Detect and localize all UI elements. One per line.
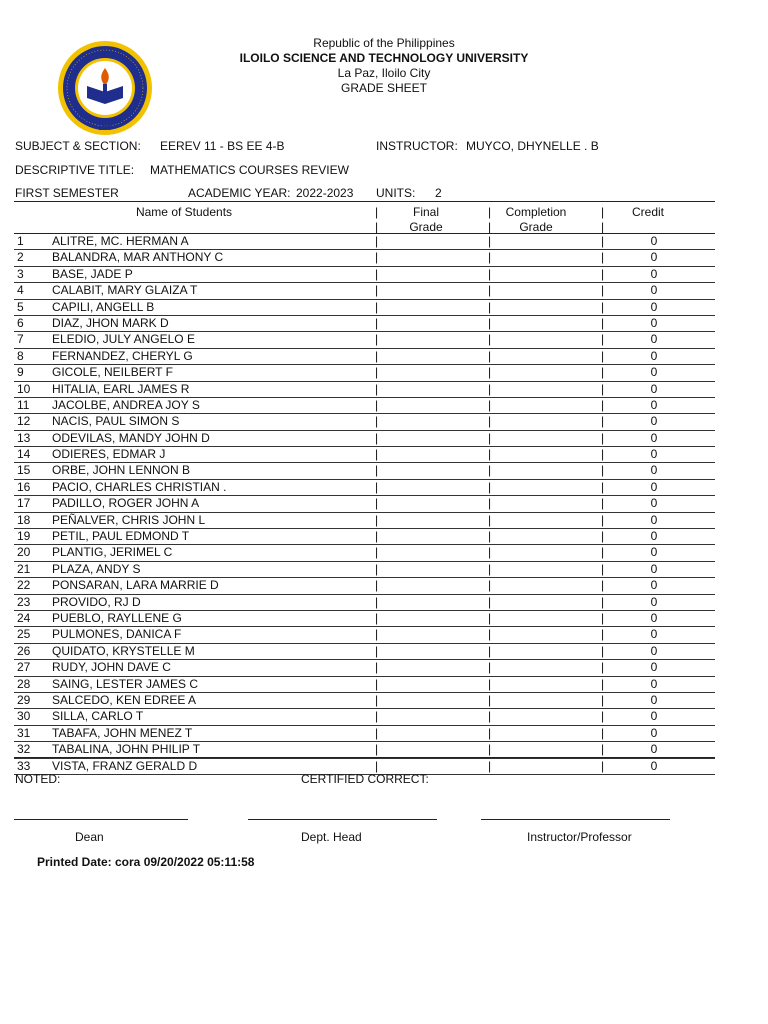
academic-year-value: 2022-2023 (296, 186, 354, 200)
column-separator: | (488, 479, 492, 494)
column-separator: | (601, 479, 605, 494)
student-name: BASE, JADE P (52, 266, 133, 281)
column-separator: | (488, 709, 492, 724)
column-separator: | (601, 397, 605, 412)
column-separator: | (601, 430, 605, 445)
credit-value: 0 (650, 643, 658, 658)
column-separator: | (601, 381, 605, 396)
column-separator: | (375, 578, 379, 593)
descriptive-title-value: MATHEMATICS COURSES REVIEW (150, 163, 349, 177)
table-row (14, 316, 715, 332)
student-number: 7 (17, 332, 24, 347)
student-name: QUIDATO, KRYSTELLE M (52, 643, 195, 658)
column-separator: | (488, 725, 492, 740)
student-name: ODIERES, EDMAR J (52, 447, 166, 462)
column-separator: | (601, 283, 605, 298)
student-number: 22 (17, 578, 31, 593)
column-separator: | (601, 545, 605, 560)
credit-value: 0 (650, 332, 658, 347)
student-number: 28 (17, 676, 31, 691)
table-row (14, 726, 715, 742)
table-row (14, 382, 715, 398)
student-number: 32 (17, 742, 31, 757)
table-row (14, 234, 715, 250)
column-separator: | (488, 660, 492, 675)
student-number: 14 (17, 447, 31, 462)
republic-line: Republic of the Philippines (313, 36, 455, 50)
column-separator: | (601, 512, 605, 527)
table-row (14, 529, 715, 545)
column-separator: | (488, 758, 492, 773)
column-separator: | (375, 266, 379, 281)
credit-value: 0 (650, 758, 658, 773)
column-separator: | (488, 676, 492, 691)
table-row (14, 431, 715, 447)
column-separator: | (488, 627, 492, 642)
student-name: CALABIT, MARY GLAIZA T (52, 283, 198, 298)
credit-value: 0 (650, 725, 658, 740)
student-number: 31 (17, 725, 31, 740)
student-name: SAING, LESTER JAMES C (52, 676, 199, 691)
column-separator: | (601, 463, 605, 478)
student-number: 9 (17, 365, 24, 380)
column-separator: | (488, 266, 492, 281)
column-separator: | (375, 430, 379, 445)
column-separator: | (601, 315, 605, 330)
credit-value: 0 (650, 709, 658, 724)
table-top-rule (14, 201, 715, 202)
student-number: 10 (17, 381, 31, 396)
column-separator: | (488, 283, 492, 298)
academic-year-label: ACADEMIC YEAR: (188, 186, 291, 200)
student-name: SALCEDO, KEN EDREE A (52, 692, 197, 707)
student-number: 12 (17, 414, 31, 429)
column-separator: | (488, 561, 492, 576)
credit-value: 0 (650, 578, 658, 593)
credit-value: 0 (650, 447, 658, 462)
column-separator: | (488, 610, 492, 625)
column-separator: | (375, 758, 379, 773)
credit-value: 0 (650, 365, 658, 380)
table-row (14, 578, 715, 594)
student-name: ORBE, JOHN LENNON B (52, 463, 191, 478)
table-row (14, 447, 715, 463)
units-label: UNITS: (376, 186, 416, 200)
table-row (14, 644, 715, 660)
svg-text:1905: 1905 (98, 126, 112, 132)
column-separator: | (601, 529, 605, 544)
column-separator: | (488, 512, 492, 527)
table-row (14, 349, 715, 365)
student-name: PEÑALVER, CHRIS JOHN L (52, 512, 206, 527)
column-separator: | (375, 676, 379, 691)
column-completion-header-line1: Completion (505, 205, 567, 219)
credit-value: 0 (650, 348, 658, 363)
student-name: PROVIDO, RJ D (52, 594, 141, 609)
student-name: PLANTIG, JERIMEL C (52, 545, 173, 560)
column-separator: | (375, 512, 379, 527)
noted-label: NOTED: (15, 772, 61, 786)
table-row (14, 660, 715, 676)
column-separator: | (601, 709, 605, 724)
column-separator: | (601, 299, 605, 314)
column-separator: | (488, 692, 492, 707)
column-separator: | (601, 742, 605, 757)
student-name: TABAFA, JOHN MENEZ T (52, 725, 193, 740)
dean-signature-line (14, 819, 188, 820)
column-separator: | (488, 742, 492, 757)
credit-value: 0 (650, 676, 658, 691)
credit-value: 0 (650, 479, 658, 494)
student-name: VISTA, FRANZ GERALD D (52, 758, 198, 773)
table-row (14, 332, 715, 348)
student-number: 6 (17, 315, 24, 330)
table-row (14, 709, 715, 725)
column-separator: | (375, 610, 379, 625)
column-separator: | (375, 479, 379, 494)
column-separator: | (375, 283, 379, 298)
table-row (14, 611, 715, 627)
column-separator: | (601, 643, 605, 658)
student-number: 11 (17, 397, 30, 412)
column-separator: | (601, 561, 605, 576)
column-separator: | (488, 430, 492, 445)
column-separator: | (375, 381, 379, 396)
credit-value: 0 (650, 512, 658, 527)
column-separator: | (375, 220, 379, 234)
column-separator: | (488, 220, 492, 234)
student-number: 13 (17, 430, 31, 445)
column-separator: | (601, 725, 605, 740)
printed-date: Printed Date: cora 09/20/2022 05:11:58 (37, 855, 255, 869)
dept-head-label: Dept. Head (301, 830, 362, 844)
table-row (14, 300, 715, 316)
student-number: 4 (17, 283, 24, 298)
dept-head-signature-line (248, 819, 437, 820)
column-separator: | (375, 447, 379, 462)
column-separator: | (488, 234, 492, 248)
column-separator: | (488, 365, 492, 380)
student-name: FERNANDEZ, CHERYL G (52, 348, 193, 363)
student-name: ODEVILAS, MANDY JOHN D (52, 430, 210, 445)
table-row (14, 480, 715, 496)
student-name: SILLA, CARLO T (52, 709, 144, 724)
column-separator: | (488, 250, 492, 265)
column-separator: | (488, 332, 492, 347)
credit-value: 0 (650, 397, 658, 412)
student-number: 15 (17, 463, 31, 478)
credit-value: 0 (650, 742, 658, 757)
column-separator: | (375, 529, 379, 544)
column-separator: | (375, 250, 379, 265)
student-name: HITALIA, EARL JAMES R (52, 381, 190, 396)
credit-value: 0 (650, 545, 658, 560)
student-number: 20 (17, 545, 31, 560)
column-separator: | (601, 627, 605, 642)
table-row (14, 267, 715, 283)
document-title: GRADE SHEET (340, 81, 427, 95)
column-separator: | (375, 627, 379, 642)
column-separator: | (601, 676, 605, 691)
instructor-value: MUYCO, DHYNELLE . B (466, 139, 599, 153)
student-name: PUEBLO, RAYLLENE G (52, 610, 182, 625)
semester: FIRST SEMESTER (15, 186, 119, 200)
student-name: PADILLO, ROGER JOHN A (52, 496, 200, 511)
column-separator: | (488, 447, 492, 462)
table-row (14, 595, 715, 611)
column-separator: | (601, 348, 605, 363)
credit-value: 0 (650, 381, 658, 396)
column-final-grade-header-line1: Final (412, 205, 439, 219)
column-separator: | (375, 332, 379, 347)
credit-value: 0 (650, 660, 658, 675)
table-row (14, 562, 715, 578)
table-row (14, 545, 715, 561)
column-separator: | (601, 496, 605, 511)
column-separator: | (488, 463, 492, 478)
university-name: ILOILO SCIENCE AND TECHNOLOGY UNIVERSITY (239, 51, 529, 65)
credit-value: 0 (650, 529, 658, 544)
descriptive-title-label: DESCRIPTIVE TITLE: (15, 163, 135, 177)
student-number: 33 (17, 758, 31, 773)
table-row (14, 414, 715, 430)
subject-label: SUBJECT & SECTION: (15, 139, 141, 153)
student-number: 16 (17, 479, 31, 494)
column-separator: | (601, 332, 605, 347)
units-value: 2 (435, 186, 442, 200)
column-separator: | (375, 545, 379, 560)
student-number: 19 (17, 529, 31, 544)
table-row (14, 627, 715, 643)
column-separator: | (601, 234, 605, 248)
student-number: 27 (17, 660, 31, 675)
column-separator: | (375, 709, 379, 724)
column-separator: | (601, 447, 605, 462)
credit-value: 0 (650, 594, 658, 609)
column-separator: | (375, 594, 379, 609)
credit-value: 0 (650, 496, 658, 511)
column-separator: | (488, 315, 492, 330)
credit-value: 0 (650, 414, 658, 429)
column-separator: | (375, 660, 379, 675)
student-name: GICOLE, NEILBERT F (52, 365, 173, 380)
table-row (14, 398, 715, 414)
student-name: PACIO, CHARLES CHRISTIAN . (52, 479, 227, 494)
column-separator: | (488, 414, 492, 429)
student-number: 18 (17, 512, 31, 527)
column-separator: | (375, 234, 379, 248)
column-separator: | (601, 594, 605, 609)
column-separator: | (375, 561, 379, 576)
credit-value: 0 (650, 234, 658, 248)
column-separator: | (375, 348, 379, 363)
student-name: JACOLBE, ANDREA JOY S (52, 397, 200, 412)
university-location: La Paz, Iloilo City (337, 66, 431, 80)
credit-value: 0 (650, 610, 658, 625)
column-separator: | (601, 220, 605, 234)
credit-value: 0 (650, 692, 658, 707)
student-number: 1 (17, 234, 24, 248)
student-number: 26 (17, 643, 31, 658)
column-separator: | (488, 397, 492, 412)
column-separator: | (488, 348, 492, 363)
column-separator: | (375, 725, 379, 740)
student-number: 2 (17, 250, 24, 265)
table-row (14, 463, 715, 479)
table-row (14, 365, 715, 381)
table-row (14, 496, 715, 512)
table-row (14, 513, 715, 529)
student-table-body (14, 234, 715, 775)
student-name: CAPILI, ANGELL B (52, 299, 155, 314)
column-name-header: Name of Students (135, 205, 233, 219)
column-separator: | (375, 299, 379, 314)
column-separator: | (488, 643, 492, 658)
column-separator: | (601, 205, 605, 219)
column-separator: | (488, 545, 492, 560)
column-separator: | (488, 578, 492, 593)
column-separator: | (488, 299, 492, 314)
dean-label: Dean (75, 830, 104, 844)
column-separator: | (375, 315, 379, 330)
column-separator: | (375, 365, 379, 380)
column-separator: | (601, 758, 605, 773)
student-number: 30 (17, 709, 31, 724)
credit-value: 0 (650, 627, 658, 642)
student-name: NACIS, PAUL SIMON S (52, 414, 180, 429)
credit-value: 0 (650, 561, 658, 576)
column-final-grade-header-line2: Grade (409, 220, 443, 234)
column-separator: | (601, 266, 605, 281)
column-separator: | (601, 610, 605, 625)
column-separator: | (375, 643, 379, 658)
student-name: PLAZA, ANDY S (52, 561, 141, 576)
column-completion-header-line2: Grade (519, 220, 553, 234)
column-separator: | (488, 205, 492, 219)
column-separator: | (375, 397, 379, 412)
column-credit-header: Credit (631, 205, 664, 219)
column-separator: | (601, 365, 605, 380)
column-separator: | (375, 414, 379, 429)
column-separator: | (488, 594, 492, 609)
student-number: 24 (17, 610, 31, 625)
student-number: 29 (17, 692, 31, 707)
subject-value: EEREV 11 - BS EE 4-B (160, 139, 285, 153)
column-separator: | (375, 692, 379, 707)
column-separator: | (375, 496, 379, 511)
credit-value: 0 (650, 250, 658, 265)
instructor-professor-label: Instructor/Professor (527, 830, 632, 844)
student-number: 21 (17, 561, 31, 576)
credit-value: 0 (650, 430, 658, 445)
column-separator: | (488, 496, 492, 511)
column-separator: | (601, 578, 605, 593)
column-separator: | (375, 742, 379, 757)
student-number: 3 (17, 266, 24, 281)
credit-value: 0 (650, 283, 658, 298)
column-separator: | (601, 414, 605, 429)
student-name: BALANDRA, MAR ANTHONY C (52, 250, 224, 265)
table-row (14, 677, 715, 693)
student-number: 5 (17, 299, 24, 314)
credit-value: 0 (650, 463, 658, 478)
column-separator: | (375, 205, 379, 219)
column-separator: | (601, 692, 605, 707)
table-bottom-rule (14, 757, 715, 758)
column-separator: | (488, 529, 492, 544)
student-number: 8 (17, 348, 24, 363)
student-name: PONSARAN, LARA MARRIE D (52, 578, 219, 593)
table-row (14, 693, 715, 709)
student-number: 25 (17, 627, 31, 642)
student-number: 17 (17, 496, 31, 511)
column-separator: | (601, 660, 605, 675)
table-row (14, 250, 715, 266)
table-row (14, 283, 715, 299)
instructor-signature-line (481, 819, 670, 820)
student-name: PETIL, PAUL EDMOND T (52, 529, 190, 544)
certified-correct-label: CERTIFIED CORRECT: (301, 772, 429, 786)
credit-value: 0 (650, 299, 658, 314)
credit-value: 0 (650, 266, 658, 281)
student-name: TABALINA, JOHN PHILIP T (52, 742, 201, 757)
student-name: ALITRE, MC. HERMAN A (52, 234, 189, 248)
column-separator: | (375, 463, 379, 478)
student-number: 23 (17, 594, 31, 609)
instructor-label: INSTRUCTOR: (376, 139, 458, 153)
credit-value: 0 (650, 315, 658, 330)
student-name: RUDY, JOHN DAVE C (52, 660, 171, 675)
student-name: PULMONES, DANICA F (52, 627, 182, 642)
column-separator: | (488, 381, 492, 396)
student-name: DIAZ, JHON MARK D (52, 315, 169, 330)
column-separator: | (601, 250, 605, 265)
student-name: ELEDIO, JULY ANGELO E (52, 332, 195, 347)
